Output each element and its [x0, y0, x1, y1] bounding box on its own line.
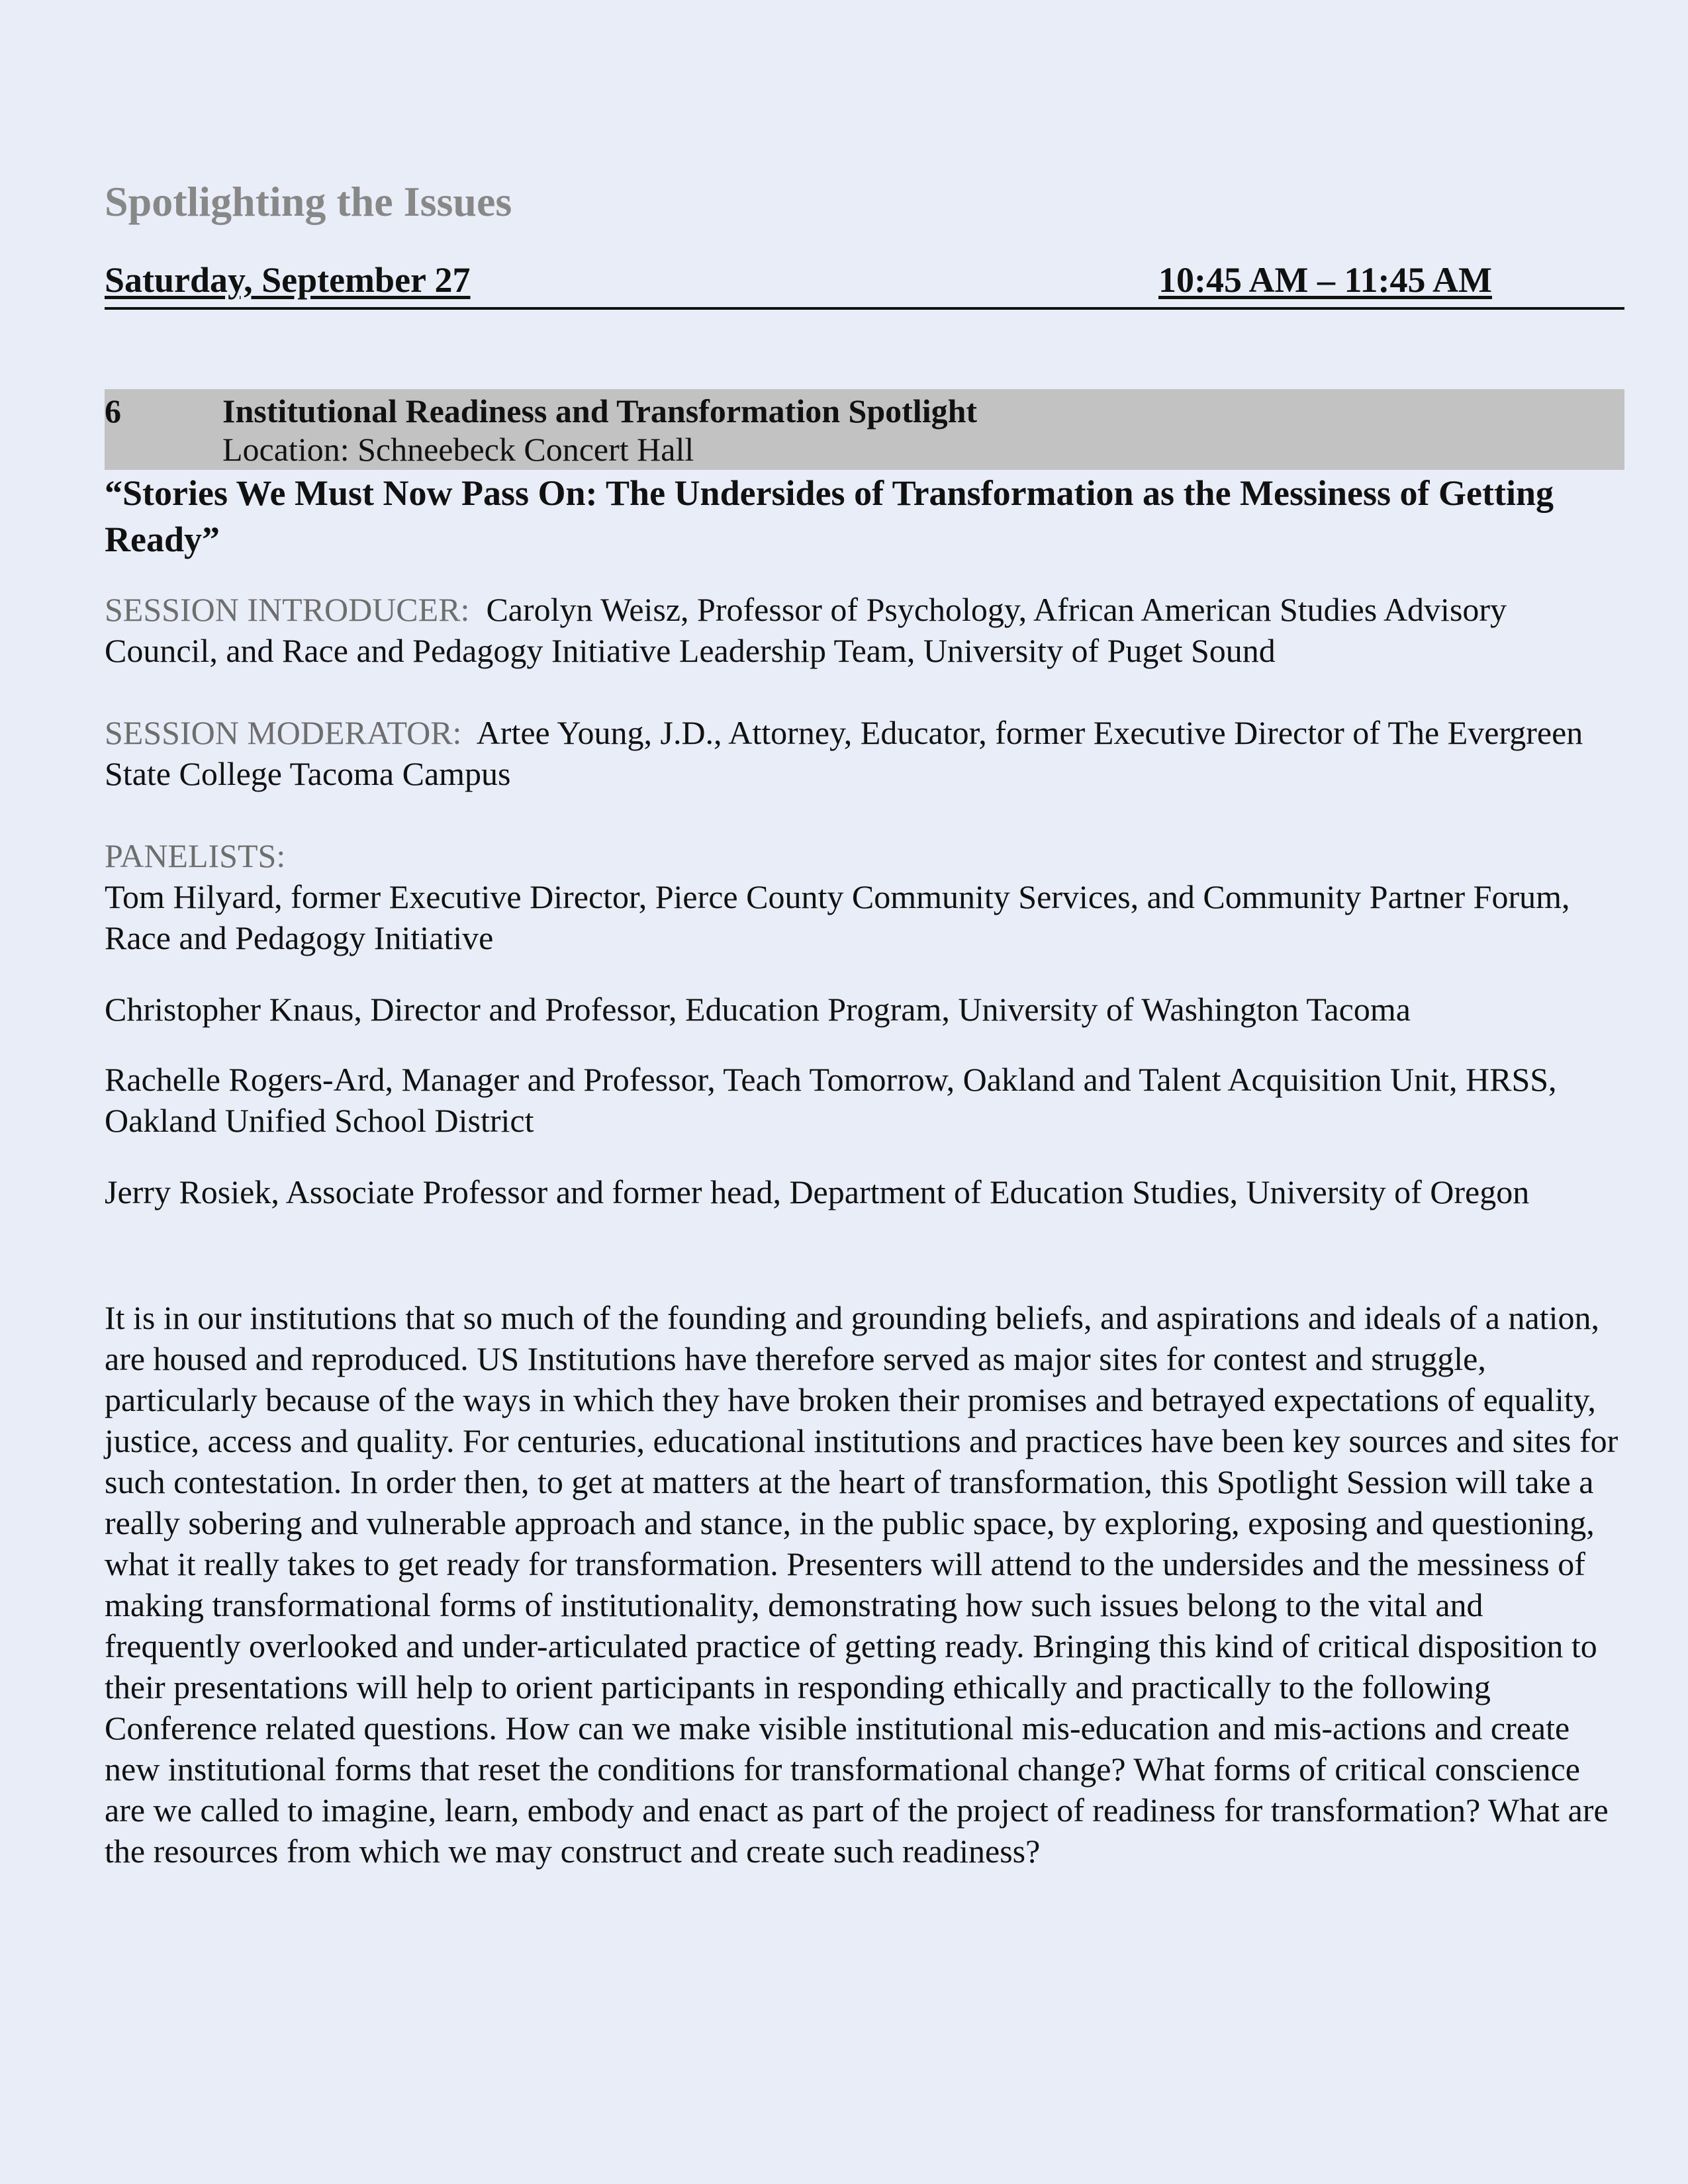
session-number: 6 — [105, 392, 121, 430]
section-title: Spotlighting the Issues — [105, 178, 512, 225]
introducer-text: Carolyn Weisz, Professor of Psychology, African American Studies Advisory Council, and Race and Pedagogy Initiative Leadership Team, University of Puget Sound — [105, 591, 1507, 669]
panelists-heading — [105, 835, 1624, 876]
panelists-label: PANELISTS: — [105, 837, 286, 874]
session-header-bar — [105, 389, 1624, 470]
session-dateline — [105, 259, 1624, 310]
panelist-item: Christopher Knaus, Director and Professor, Education Program, University of Washington Tacoma — [105, 991, 1411, 1028]
session-date: Saturday, September 27 — [105, 260, 471, 300]
session-location: Location: Schneebeck Concert Hall — [222, 431, 694, 468]
introducer-label: SESSION INTRODUCER: — [105, 591, 470, 628]
session-time: 10:45 AM – 11:45 AM — [1158, 260, 1492, 300]
session-introducer — [105, 589, 1624, 671]
moderator-text: Artee Young, J.D., Attorney, Educator, former Executive Director of The Evergreen State College Tacoma Campus — [105, 714, 1583, 792]
session-name: Institutional Readiness and Transformation Spotlight — [222, 392, 978, 430]
session-abstract: It is in our institutions that so much of the founding and grounding beliefs, and aspirations and ideals of a nation, are housed and reproduced. US Institutions have therefore served as major sites for contest and struggle, particularly because of the ways in which they have broken their promises and betrayed expectations of equality, justice, access and quality. For centuries, educational institutions and practices have been key sources and sites for such contestation. In order then, to get at matters at the heart of transformation, this Spotlight Session will take a really sobering and vulnerable approach and stance, in the public space, by exploring, exposing and questioning, what it really takes to get ready for transformation. Presenters will attend to the undersides and the messiness of making transformational forms of institutionality, demonstrating how such issues belong to the vital and frequently overlooked and under-articulated practice of getting ready. Bringing this kind of critical disposition to their presentations will help to orient participants in responding ethically and practically to the following Conference related questions. How can we make visible institutional mis-education and mis-actions and create new institutional forms that reset the conditions for transformational change? What forms of critical conscience are we called to imagine, learn, embody and enact as part of the project of readiness for transformation? What are the resources from which we may construct and create such readiness? — [105, 1299, 1618, 1870]
session-title: “Stories We Must Now Pass On: The Undersides of Transformation as the Messiness of Getting Ready” — [105, 473, 1554, 559]
panelist-item: Tom Hilyard, former Executive Director, Pierce County Community Services, and Community Partner Forum, Race and Pedagogy Initiative — [105, 878, 1570, 956]
panelist-item: Rachelle Rogers-Ard, Manager and Professor, Teach Tomorrow, Oakland and Talent Acquisition Unit, HRSS, Oakland Unified School District — [105, 1061, 1557, 1139]
panelist-item: Jerry Rosiek, Associate Professor and former head, Department of Education Studies, University of Oregon — [105, 1173, 1530, 1210]
session-moderator — [105, 712, 1624, 794]
moderator-label: SESSION MODERATOR: — [105, 714, 462, 751]
